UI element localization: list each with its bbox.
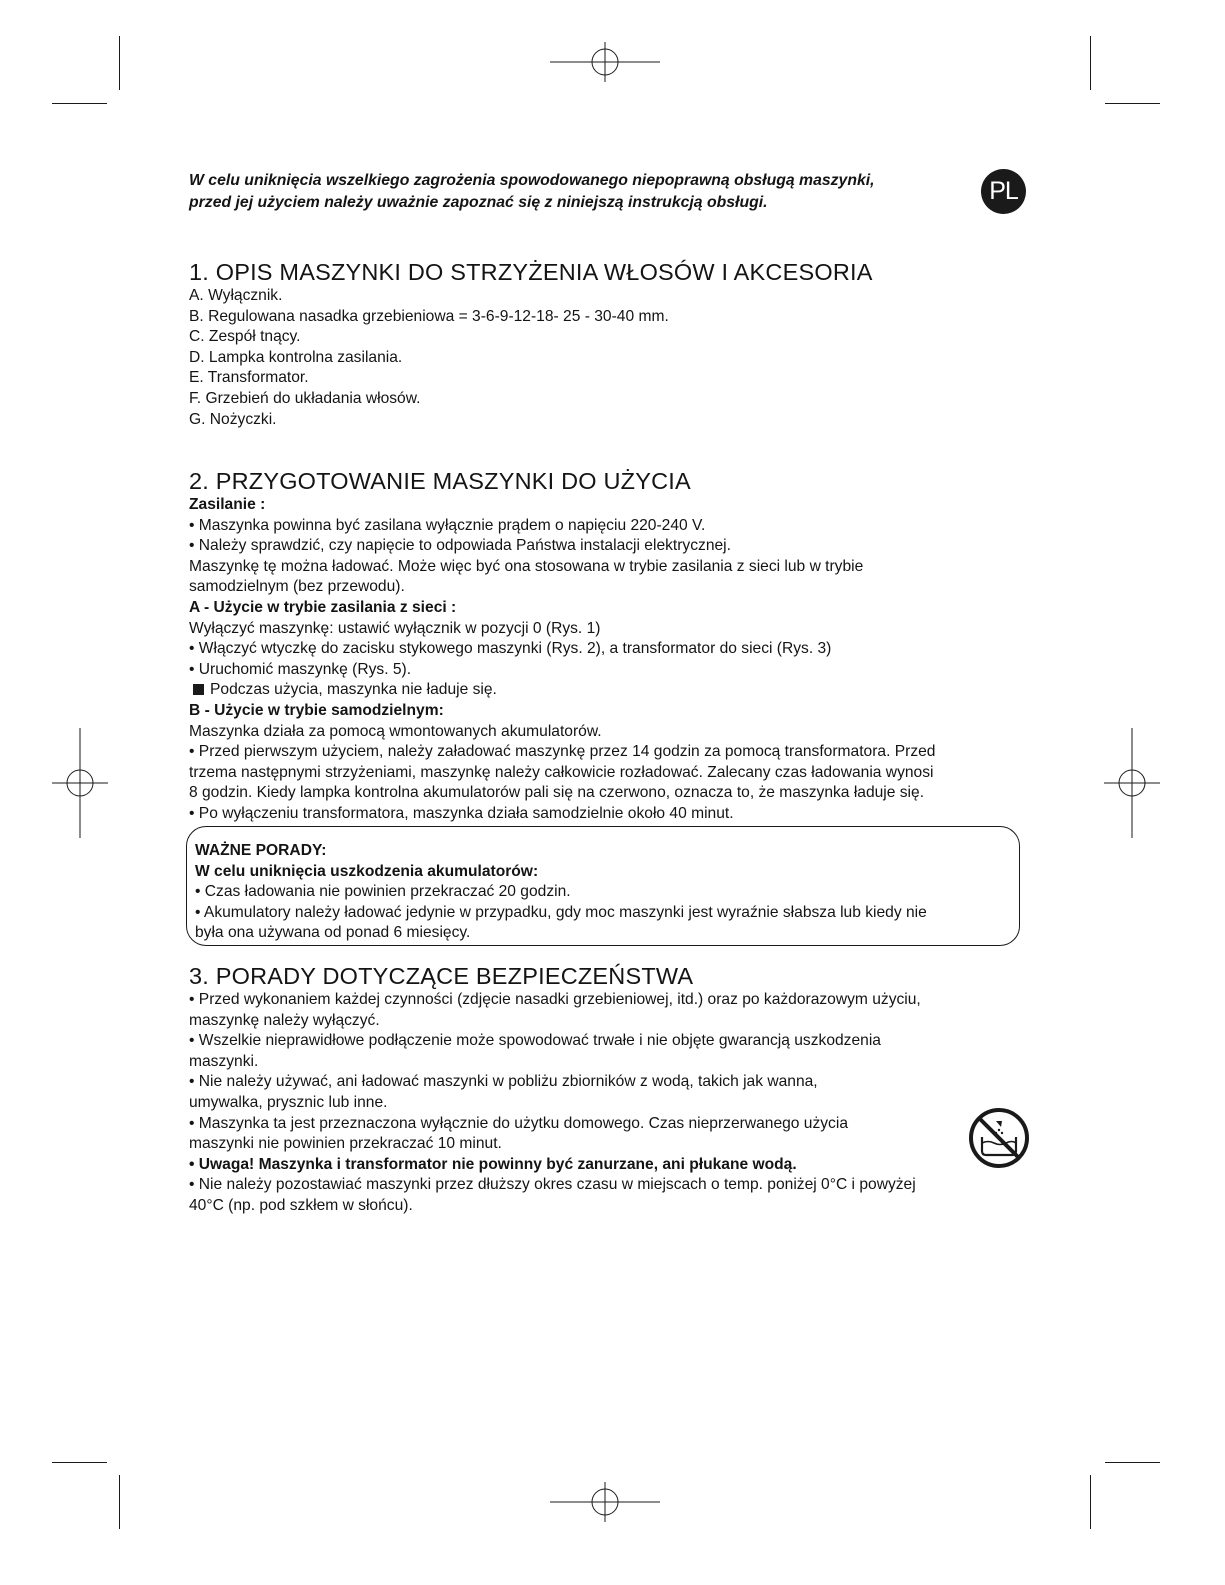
crop-mark bbox=[52, 103, 107, 104]
text-line: • Nie należy używać, ani ładować maszynki w pobliżu zbiorników z wodą, takich jak wanna, bbox=[189, 1073, 818, 1091]
text-line: trzema następnymi strzyżeniami, maszynkę należy całkowicie rozładować. Zalecany czas ładowania wynosi bbox=[189, 763, 934, 781]
intro-warning bbox=[189, 170, 969, 214]
subheading: A - Użycie w trybie zasilania z sieci : bbox=[189, 598, 457, 616]
crop-mark bbox=[119, 36, 120, 90]
intro-line: przed jej użyciem należy uważnie zapoznać się z niniejszą instrukcją obsługi. bbox=[189, 194, 768, 211]
section-safety bbox=[189, 962, 921, 1217]
section-title: 2. PRZYGOTOWANIE MASZYNKI DO UŻYCIA bbox=[189, 468, 691, 494]
list-item: B. Regulowana nasadka grzebieniowa = 3-6-9-12-18- 25 - 30-40 mm. bbox=[189, 307, 669, 325]
crop-mark bbox=[1090, 1475, 1091, 1529]
crop-mark bbox=[52, 1462, 107, 1463]
note-line bbox=[189, 680, 935, 701]
subheading: B - Użycie w trybie samodzielnym: bbox=[189, 701, 444, 719]
text-line: samodzielnym (bez przewodu). bbox=[189, 578, 405, 596]
language-badge: PL bbox=[981, 169, 1026, 214]
text-line: maszynkę należy wyłączyć. bbox=[189, 1011, 380, 1029]
intro-line: W celu uniknięcia wszelkiego zagrożenia spowodowanego niepoprawną obsługą maszynki, bbox=[189, 172, 875, 189]
text-line: Maszynkę tę można ładować. Może więc być ona stosowana w trybie zasilania z sieci lub w trybie bbox=[189, 557, 864, 575]
section-description bbox=[189, 258, 873, 430]
text-line: • Uruchomić maszynkę (Rys. 5). bbox=[189, 660, 412, 678]
registration-mark-right bbox=[1104, 728, 1160, 838]
text-line: • Maszynka ta jest przeznaczona wyłącznie do użytku domowego. Czas nieprzerwanego użycia bbox=[189, 1114, 848, 1132]
text-line: 40°C (np. pod szkłem w słońcu). bbox=[189, 1196, 413, 1214]
box-title: WAŻNE PORADY: bbox=[195, 842, 327, 859]
subheading: Zasilanie : bbox=[189, 496, 266, 513]
text-line: • Przed wykonaniem każdej czynności (zdjęcie nasadki grzebieniowej, itd.) oraz po każdorazowym użyciu, bbox=[189, 991, 921, 1008]
text-line: • Należy sprawdzić, czy napięcie to odpowiada Państwa instalacji elektrycznej. bbox=[189, 537, 731, 555]
text-line: • Maszynka powinna być zasilana wyłącznie prądem o napięciu 220-240 V. bbox=[189, 516, 706, 534]
no-water-icon bbox=[968, 1107, 1030, 1169]
text-line: 8 godzin. Kiedy lampka kontrolna akumulatorów pali się na czerwono, oznacza to, że maszynka ładuje się. bbox=[189, 784, 925, 802]
square-bullet-icon bbox=[193, 684, 204, 695]
section-title: 3. PORADY DOTYCZĄCE BEZPIECZEŃSTWA bbox=[189, 963, 694, 989]
section-title: 1. OPIS MASZYNKI DO STRZYŻENIA WŁOSÓW I AKCESORIA bbox=[189, 259, 873, 285]
list-item: G. Nożyczki. bbox=[189, 410, 277, 428]
list-item: C. Zespół tnący. bbox=[189, 328, 301, 346]
warning-line: • Uwaga! Maszynka i transformator nie powinny być zanurzane, ani płukane wodą. bbox=[189, 1155, 797, 1173]
text-line: Wyłączyć maszynkę: ustawić wyłącznik w pozycji 0 (Rys. 1) bbox=[189, 619, 601, 637]
text-line: • Włączyć wtyczkę do zacisku stykowego maszynki (Rys. 2), a transformator do sieci (Rys. 3) bbox=[189, 640, 832, 658]
crop-mark bbox=[1105, 103, 1160, 104]
text-line: • Czas ładowania nie powinien przekraczać 20 godzin. bbox=[195, 883, 571, 901]
text-line: • Wszelkie nieprawidłowe podłączenie może spowodować trwałe i nie objęte gwarancją uszkodzenia bbox=[189, 1032, 881, 1050]
list-item: A. Wyłącznik. bbox=[189, 287, 283, 304]
registration-mark-left bbox=[52, 728, 108, 838]
list-item: E. Transformator. bbox=[189, 369, 309, 387]
text-line: • Akumulatory należy ładować jedynie w przypadku, gdy moc maszynki jest wyraźnie słabsza lub kiedy nie bbox=[195, 903, 927, 921]
crop-mark bbox=[1105, 1462, 1160, 1463]
crop-mark bbox=[119, 1475, 120, 1529]
text-line: Maszynka działa za pomocą wmontowanych akumulatorów. bbox=[189, 722, 602, 740]
list-item: F. Grzebień do układania włosów. bbox=[189, 389, 421, 407]
registration-mark-bottom bbox=[550, 1482, 660, 1522]
text-line: • Przed pierwszym użyciem, należy załadować maszynkę przez 14 godzin za pomocą transformatora. Przed bbox=[189, 743, 936, 761]
text-line: maszynki nie powinien przekraczać 10 minut. bbox=[189, 1135, 502, 1153]
registration-mark-top bbox=[550, 42, 660, 82]
crop-mark bbox=[1090, 36, 1091, 90]
important-tips-box bbox=[186, 826, 1020, 946]
text-line: umywalka, prysznic lub inne. bbox=[189, 1093, 388, 1111]
list-item: D. Lampka kontrolna zasilania. bbox=[189, 348, 403, 366]
text-line: • Nie należy pozostawiać maszynki przez dłuższy okres czasu w miejscach o temp. poniżej 0°C i powyżej bbox=[189, 1176, 916, 1194]
box-subtitle: W celu uniknięcia uszkodzenia akumulatorów: bbox=[195, 862, 539, 880]
text-line: maszynki. bbox=[189, 1052, 259, 1070]
text-line: • Po wyłączeniu transformatora, maszynka działa samodzielnie około 40 minut. bbox=[189, 804, 734, 822]
section-preparation bbox=[189, 467, 935, 825]
text-line: była ona używana od ponad 6 miesięcy. bbox=[195, 924, 471, 942]
note-text: Podczas użycia, maszynka nie ładuje się. bbox=[210, 681, 497, 699]
